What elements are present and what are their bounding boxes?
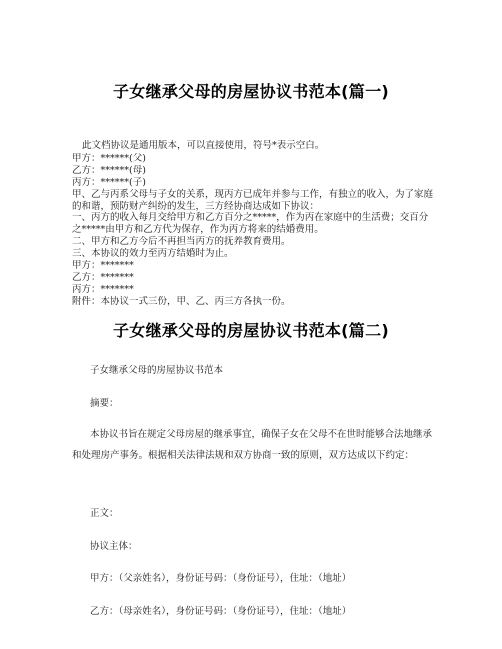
article-1-intro: 此文档协议是通用版本，可以直接使用，符号*表示空白。 <box>82 140 325 151</box>
relationship-paragraph: 甲、乙与丙系父母与子女的关系，现丙方已成年并参与工作，有独立的收入，为了家庭的和谐，预防财产纠纷的发生，三方经协商达成如下协议： <box>72 188 434 212</box>
article-2-title: 子女继承父母的房屋协议书范本(篇二) <box>112 321 390 340</box>
party-b-detail: 乙方：（母亲姓名），身份证号码：（身份证号），住址：（地址） <box>90 606 352 617</box>
party-b-line: 乙方：******(母) <box>72 164 146 176</box>
signature-party-c: 丙方：******* <box>72 283 134 295</box>
signature-party-b: 乙方：******* <box>72 271 134 283</box>
party-a-detail: 甲方：（父亲姓名），身份证号码：（身份证号），住址：（地址） <box>90 573 352 584</box>
article-1-title: 子女继承父母的房屋协议书范本(篇一) <box>112 82 390 101</box>
abstract-paragraph: 本协议书旨在规定父母房屋的继承事宜，确保子女在父母不在世时能够合法地继承和处理房产事务。根据相关法律法规和双方协商一致的原则，双方达成以下约定： <box>72 429 433 461</box>
article-2-heading: 子女继承父母的房屋协议书范本 <box>90 365 224 376</box>
subject-label: 协议主体： <box>90 541 138 552</box>
party-c-line: 丙方：******(子) <box>72 176 146 188</box>
attachment-note: 附件：本协议一式三份，甲、乙、丙三方各执一份。 <box>72 295 291 307</box>
party-a-line: 甲方：******(父) <box>72 152 146 164</box>
signature-party-a: 甲方：******* <box>72 260 134 272</box>
clause-2: 二、甲方和乙方今后不再担当丙方的抚养教育费用。 <box>72 236 291 248</box>
body-label: 正文： <box>90 508 119 519</box>
article-1-body <box>72 140 434 308</box>
clause-3: 三、本协议的效力至丙方结婚时为止。 <box>72 248 234 260</box>
abstract-label: 摘要： <box>90 398 119 409</box>
clause-1: 一、丙方的收入每月交给甲方和乙方百分之*****，作为丙在家庭中的生活费；交百分之*****由甲方和乙方代为保存，作为丙方将来的结婚费用。 <box>72 212 429 236</box>
